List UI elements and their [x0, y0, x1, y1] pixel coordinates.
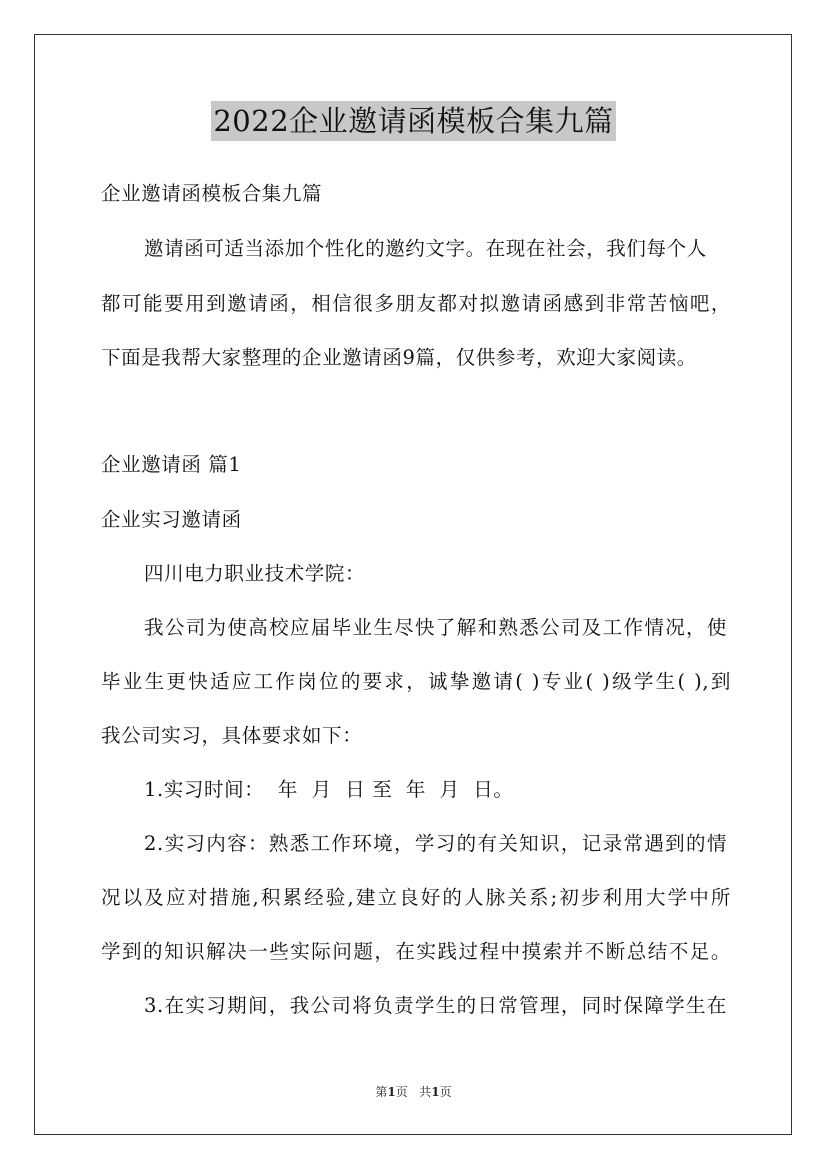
footer-total-pages: 1: [431, 1085, 440, 1099]
body-line-1: 我公司为使高校应届毕业生尽快了解和熟悉公司及工作情况，使: [144, 616, 727, 639]
intro-line-2: 都可能要用到邀请函，相信很多朋友都对拟邀请函感到非常苦恼吧，: [101, 292, 731, 315]
letter-title: 企业实习邀请函: [101, 508, 242, 531]
body-line-3: 我公司实习，具体要求如下：: [101, 724, 363, 747]
document-title: 2022企业邀请函模板合集九篇: [211, 101, 615, 141]
section-heading: 企业邀请函 篇1: [101, 453, 242, 476]
title-wrap: [0, 101, 827, 141]
intro-line-1: 邀请函可适当添加个性化的邀约文字。在现在社会，我们每个人: [144, 237, 707, 260]
footer-page-suffix: 页: [395, 1085, 408, 1099]
document-subtitle: 企业邀请函模板合集九篇: [101, 182, 323, 205]
footer-page-prefix: 第: [375, 1085, 388, 1099]
body-line-2: 毕业生更快适应工作岗位的要求，诚挚邀请( )专业( )级学生( ),到: [101, 670, 731, 693]
body-line-4: 1.实习时间： 年 月 日 至 年 月 日。: [144, 778, 514, 801]
body-line-6: 况以及应对措施,积累经验,建立良好的人脉关系;初步利用大学中所: [101, 886, 731, 909]
salutation: 四川电力职业技术学院：: [144, 562, 366, 585]
body-line-8: 3.在实习期间，我公司将负责学生的日常管理，同时保障学生在: [144, 994, 727, 1017]
intro-line-3: 下面是我帮大家整理的企业邀请函9篇，仅供参考，欢迎大家阅读。: [101, 346, 697, 369]
footer-page-number: 1: [387, 1085, 396, 1099]
footer-total-prefix: 共: [419, 1085, 432, 1099]
footer-total-suffix: 页: [439, 1085, 452, 1099]
body-line-5: 2.实习内容：熟悉工作环境，学习的有关知识，记录常遇到的情: [144, 832, 727, 855]
page-footer: [0, 1083, 827, 1100]
body-line-7: 学到的知识解决一些实际问题，在实践过程中摸索并不断总结不足。: [101, 940, 731, 963]
